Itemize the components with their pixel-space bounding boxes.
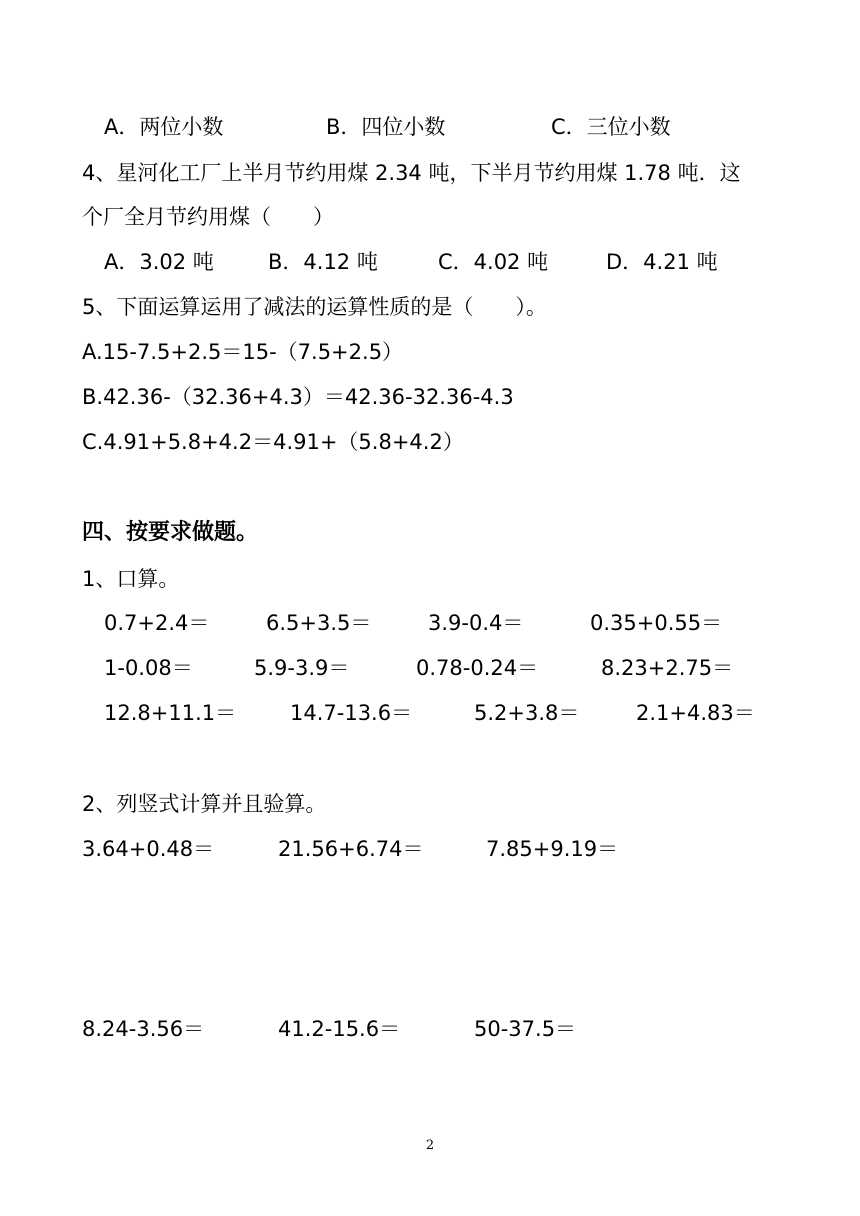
oral-calc-item: 6.5+3.5＝	[266, 611, 372, 635]
oral-calc-item: 14.7-13.6＝	[290, 701, 413, 725]
q5-stem: 5、下面运算运用了减法的运算性质的是（ ）。	[82, 295, 547, 319]
vertical-calc-item: 3.64+0.48＝	[82, 837, 215, 861]
section-title: 四、按要求做题。	[82, 520, 259, 545]
oral-calc-item: 3.9-0.4＝	[428, 611, 524, 635]
vertical-calc-item: 21.56+6.74＝	[278, 837, 424, 861]
q4-option-d: D．4.21 吨	[606, 250, 718, 274]
oral-calc-item: 8.23+2.75＝	[601, 656, 734, 680]
oral-calc-item: 0.7+2.4＝	[104, 611, 210, 635]
oral-calc-item: 12.8+11.1＝	[104, 701, 237, 725]
vertical-calc-item: 7.85+9.19＝	[486, 837, 619, 861]
vertical-calc-item: 41.2-15.6＝	[278, 1017, 401, 1041]
q3-option-c: C．三位小数	[551, 115, 671, 139]
q3-option-b: B．四位小数	[326, 115, 446, 139]
vertical-calc-title: 2、列竖式计算并且验算。	[82, 792, 327, 816]
q5-option-c: C.4.91+5.8+4.2＝4.91+（5.8+4.2）	[82, 430, 464, 454]
vertical-calc-item: 8.24-3.56＝	[82, 1017, 205, 1041]
oral-calc-item: 5.9-3.9＝	[254, 656, 350, 680]
q4-stem-line1: 4、星河化工厂上半月节约用煤 2.34 吨，下半月节约用煤 1.78 吨．这	[82, 161, 741, 185]
q5-option-a: A.15-7.5+2.5＝15-（7.5+2.5）	[82, 340, 404, 364]
oral-calc-title: 1、口算。	[82, 567, 180, 591]
oral-calc-item: 0.78-0.24＝	[416, 656, 539, 680]
q3-option-a: A．两位小数	[104, 115, 224, 139]
vertical-calc-item: 50-37.5＝	[474, 1017, 577, 1041]
oral-calc-item: 5.2+3.8＝	[474, 701, 580, 725]
q4-option-c: C．4.02 吨	[438, 250, 549, 274]
q4-option-b: B．4.12 吨	[268, 250, 378, 274]
oral-calc-item: 0.35+0.55＝	[590, 611, 723, 635]
q4-option-a: A．3.02 吨	[104, 250, 214, 274]
q5-option-b: B.42.36-（32.36+4.3）＝42.36-32.36-4.3	[82, 385, 514, 409]
q4-stem-line2: 个厂全月节约用煤（ ）	[82, 205, 334, 229]
page-number: 2	[425, 1138, 435, 1153]
oral-calc-item: 2.1+4.83＝	[636, 701, 755, 725]
oral-calc-item: 1-0.08＝	[104, 656, 193, 680]
